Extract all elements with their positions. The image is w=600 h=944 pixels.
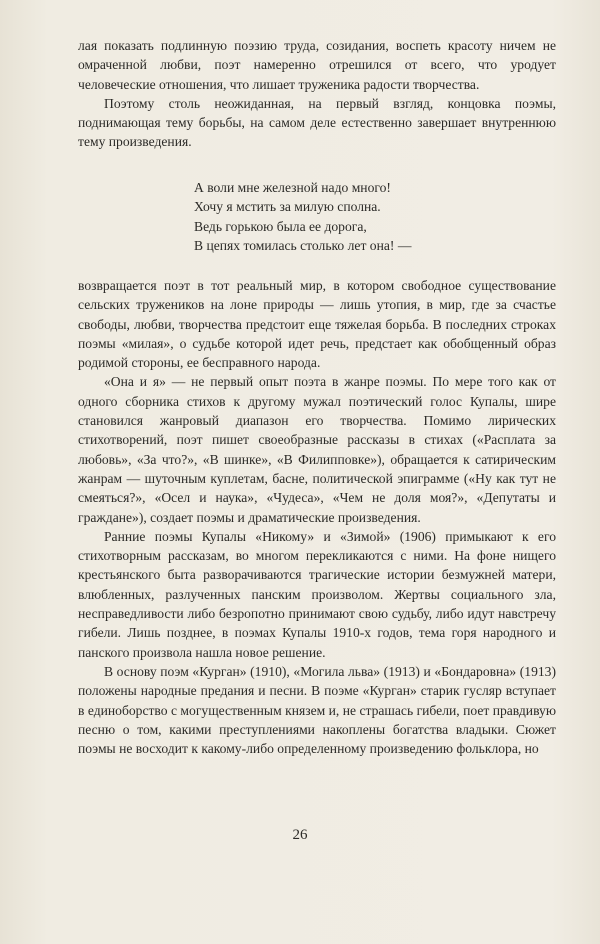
text-block-top <box>78 36 556 152</box>
poem-line: Ведь горькою была ее дорога, <box>194 218 367 234</box>
paragraph-continuation: лая показать подлинную поэзию труда, созидания, воспеть красоту ничем не омраченной любви, поэт намеренно отрешился от всего, что уродует человеческие отношения, что лишает труженика радости творчества. <box>78 38 556 92</box>
page-number: 26 <box>292 827 308 843</box>
paragraph-after-poem: возвращается поэт в тот реальный мир, в котором свободное существование сельских тружеников на лоне природы — лишь утопия, в мир, где за счастье свободы, любви, творчества предстоит еще тяжелая борьба. В последних строках поэмы «милая», о судьбе которой идет речь, предстает как обобщенный образ родимой стороны, ее бесправного народа. <box>78 278 556 371</box>
poem-line: Хочу я мстить за милую сполна. <box>194 199 381 215</box>
poem-quote <box>194 178 514 255</box>
paragraph: Ранние поэмы Купалы «Никому» и «Зимой» (1906) примыкают к его стихотворным рассказам, во многом перекликаются с ними. На фоне нищего крестьянского быта разворачиваются трагические истории безмужней матери, влюбленных, разлученных панским произволом. Жертвы социального зла, несправедливости либо безропотно принимают свою судьбу, либо идут навстречу гибели. Лишь позднее, в поэмах Купалы 1910-х годов, тема горя народного и панского произвола нашла новое решение. <box>78 528 556 660</box>
paragraph: В основу поэм «Курган» (1910), «Могила льва» (1913) и «Бондаровна» (1913) положены народные предания и песни. В поэме «Курган» старик гусляр вступает в единоборство с могущественным князем и, не страшась гибели, поет правдивую песню о том, какими преступлениями накоплены богатства владыки. Сюжет поэмы не восходит к какому-либо определенному произведению фольклора, но <box>78 663 556 757</box>
poem-line: В цепях томилась столько лет она! — <box>194 237 412 253</box>
paragraph: Поэтому столь неожиданная, на первый взгляд, концовка поэмы, поднимающая тему борьбы, на самом деле естественно завершает внутреннюю тему произведения. <box>78 95 556 150</box>
paragraph: «Она и я» — не первый опыт поэта в жанре поэмы. По мере того как от одного сборника стихов к другому мужал поэтический голос Купалы, шире становился жанровый диапазон его творчества. Помимо лирических стихотворений, поэт пишет своеобразные рассказы в стихах («Расплата за любовь», «За что?», «В шинке», «В Филипповке»), обращается к сатирическим жанрам — шуточным куплетам, басне, политической эпиграмме («Ну как тут не смеяться?», «Осел и наука», «Чудеса», «Чем не доля моя?», «Депутаты и граждане»), создает поэмы и драматические произведения. <box>78 374 556 525</box>
poem-line: А воли мне железной надо много! <box>194 180 391 195</box>
text-block-main <box>78 276 556 758</box>
